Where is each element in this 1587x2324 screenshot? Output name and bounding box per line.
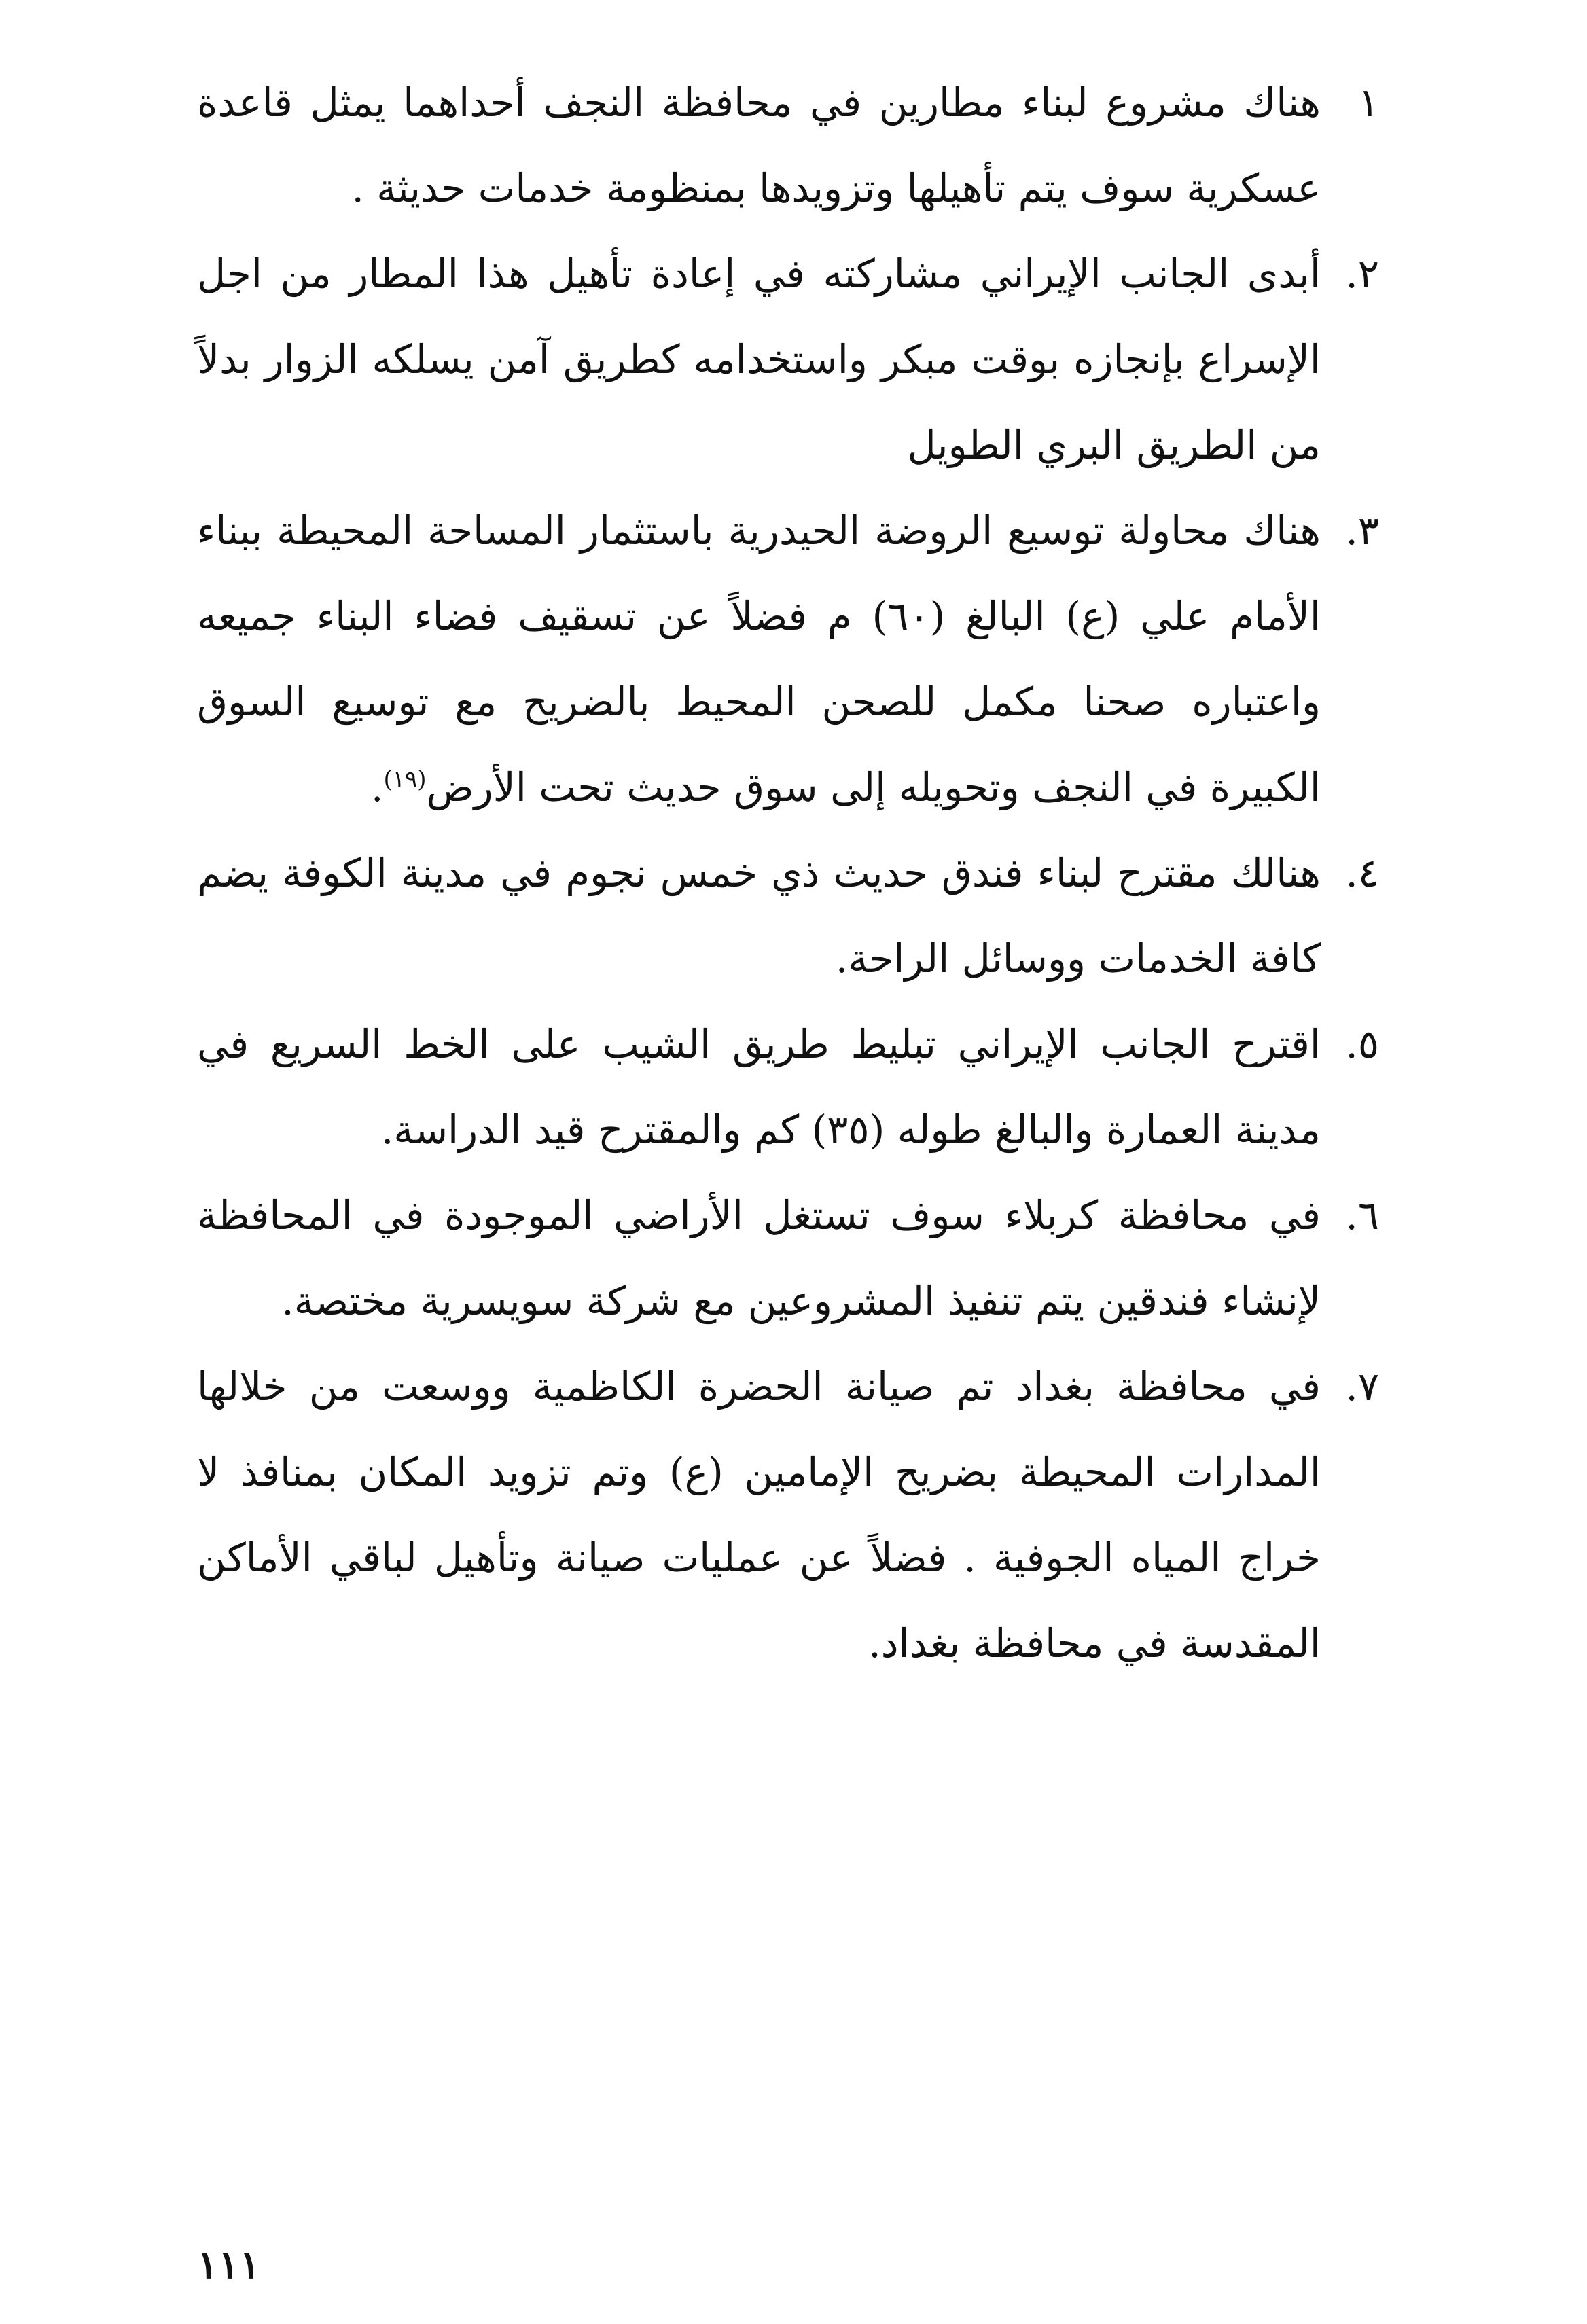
item-text: هناك مشروع لبناء مطارين في محافظة النجف أحداهما يمثل قاعدة عسكرية سوف يتم تأهيلها وتزويدها بمنظومة خدمات حديثة . — [197, 79, 1321, 211]
item-number: ١ — [1357, 79, 1379, 126]
numbered-list — [197, 60, 1379, 1686]
item-text-tail: . — [371, 764, 384, 810]
list-item-5 — [197, 1001, 1379, 1173]
list-item-1 — [197, 60, 1379, 231]
item-number: ٧. — [1345, 1363, 1379, 1410]
item-text: أبدى الجانب الإيراني مشاركته في إعادة تأهيل هذا المطار من اجل الإسراع بإنجازه بوقت مبكر واستخدامه كطريق آمن يسلكه الزوار بدلاً من الطريق البري الطويل — [197, 251, 1321, 468]
item-text-container — [197, 488, 1321, 830]
item-text: هناك محاولة توسيع الروضة الحيدرية باستثمار المساحة المحيطة ببناء الأمام علي (ع) البالغ (٦٠) م فضلاً عن تسقيف فضاء البناء جميعه واعتباره صحنا مكمل للصحن المحيط بالضريح مع توسيع السوق الكبيرة في النجف وتحويله إلى سوق حديث تحت الأرض — [197, 507, 1321, 810]
item-number: ٢. — [1345, 251, 1379, 297]
item-number: ٦. — [1345, 1192, 1379, 1238]
item-text: اقترح الجانب الإيراني تبليط طريق الشيب على الخط السريع في مدينة العمارة والبالغ طوله (٣٥) كم والمقترح قيد الدراسة. — [197, 1021, 1321, 1153]
list-item-2 — [197, 231, 1379, 488]
list-item-6 — [197, 1173, 1379, 1344]
list-item-3 — [197, 488, 1379, 830]
list-item-7 — [197, 1344, 1379, 1686]
footnote-reference: (١٩) — [383, 766, 427, 793]
list-item-4 — [197, 830, 1379, 1001]
item-number: ٥. — [1345, 1021, 1379, 1067]
item-text: هنالك مقترح لبناء فندق حديث ذي خمس نجوم في مدينة الكوفة يضم كافة الخدمات ووسائل الراحة. — [197, 850, 1321, 982]
item-text: في محافظة بغداد تم صيانة الحضرة الكاظمية ووسعت من خلالها المدارات المحيطة بضريح الإمامين (ع) وتم تزويد المكان بمنافذ لا خراج المياه الجوفية . فضلاً عن عمليات صيانة وتأهيل لباقي الأماكن المقدسة في محافظة بغداد. — [197, 1363, 1321, 1666]
item-number: ٣. — [1345, 507, 1379, 554]
page-number: ١١١ — [197, 2242, 261, 2288]
item-number: ٤. — [1345, 850, 1379, 896]
item-text: في محافظة كربلاء سوف تستغل الأراضي الموجودة في المحافظة لإنشاء فندقين يتم تنفيذ المشروعين مع شركة سويسرية مختصة. — [197, 1192, 1321, 1324]
